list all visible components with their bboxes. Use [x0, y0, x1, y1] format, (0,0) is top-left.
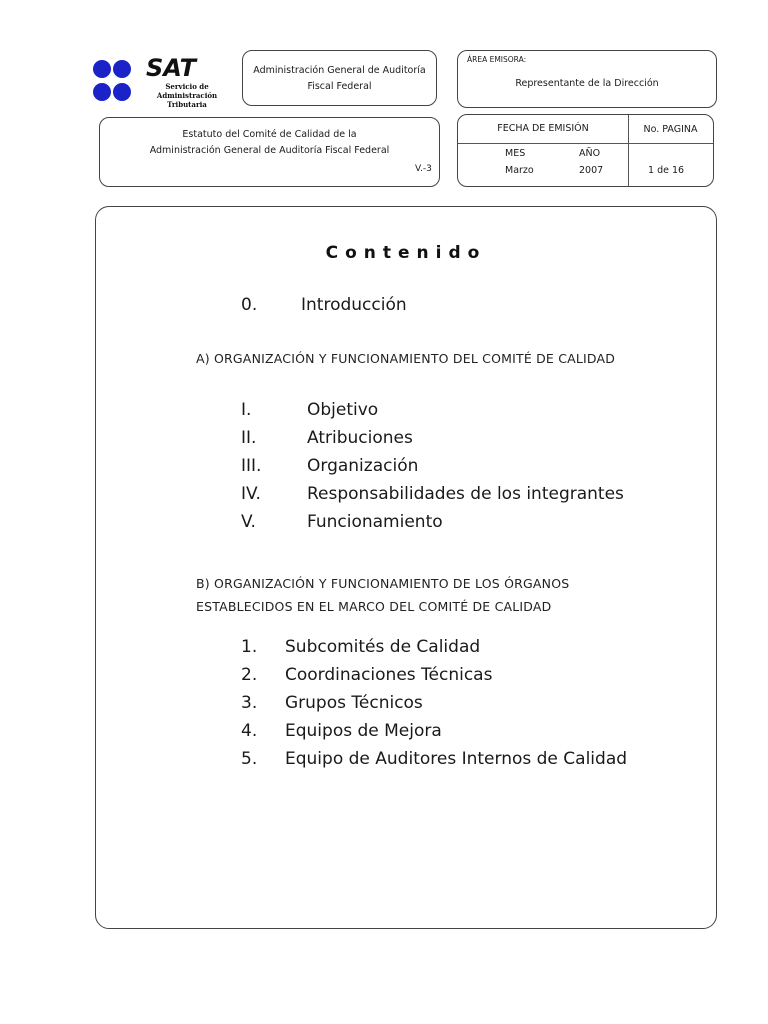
section-b-line2: ESTABLECIDOS EN EL MARCO DEL COMITÉ DE CALIDAD: [196, 599, 552, 614]
item-number: III.: [241, 456, 262, 476]
version-label: V.-3: [415, 164, 432, 174]
item-text: Coordinaciones Técnicas: [285, 665, 493, 685]
pagina-value: 1 de 16: [648, 165, 685, 176]
logo-dot: [93, 83, 111, 101]
logo-subtitle-line2: Administración Tributaria: [156, 91, 218, 109]
doc-title-box: [99, 117, 440, 187]
logo-dot: [113, 83, 131, 101]
item-number: 5.: [241, 749, 258, 769]
emission-box: [457, 114, 714, 187]
item-text: Organización: [307, 456, 419, 476]
doc-title: [100, 127, 439, 159]
unit-box: [242, 50, 437, 106]
content-box: [95, 206, 717, 929]
item-number: V.: [241, 512, 256, 532]
mes-value: Marzo: [505, 165, 534, 176]
section-b-heading: [196, 572, 569, 618]
doc-title-line1: Estatuto del Comité de Calidad de la: [182, 129, 357, 140]
item-number: 2.: [241, 665, 258, 685]
item-text: Subcomités de Calidad: [285, 637, 481, 657]
unit-line1: Administración General de Auditoría: [253, 65, 426, 76]
item-number: 1.: [241, 637, 258, 657]
item-number: 4.: [241, 721, 258, 741]
item-text: Equipo de Auditores Internos de Calidad: [285, 749, 628, 769]
logo-brand: SAT: [146, 54, 196, 82]
area-value: Representante de la Dirección: [515, 78, 659, 89]
section-a-heading: A) ORGANIZACIÓN Y FUNCIONAMIENTO DEL COMITÉ DE CALIDAD: [196, 351, 616, 366]
cell-divider: [458, 143, 713, 144]
logo-subtitle: [137, 82, 237, 109]
item-text: Responsabilidades de los integrantes: [307, 484, 624, 504]
content-title: Contenido: [325, 243, 487, 263]
item-number: I.: [241, 400, 252, 420]
logo-subtitle-line1: Servicio de: [165, 82, 209, 91]
logo-dot: [113, 60, 131, 78]
mes-label: MES: [505, 148, 526, 159]
doc-title-line2: Administración General de Auditoría Fiscal Federal: [149, 145, 390, 156]
unit-line2: Fiscal Federal: [307, 81, 372, 92]
item-text: Objetivo: [307, 400, 379, 420]
section-b-line1: B) ORGANIZACIÓN Y FUNCIONAMIENTO DE LOS ÓRGANOS: [196, 576, 570, 591]
area-label: ÁREA EMISORA:: [467, 55, 527, 64]
pagina-label: No. PAGINA: [643, 124, 698, 135]
intro-number: 0.: [241, 295, 258, 315]
area-box: [457, 50, 717, 108]
unit-name: [243, 63, 436, 95]
item-text: Grupos Técnicos: [285, 693, 423, 713]
anio-label: AÑO: [579, 148, 601, 159]
item-number: IV.: [241, 484, 261, 504]
anio-value: 2007: [579, 165, 604, 176]
logo-dot: [93, 60, 111, 78]
item-number: 3.: [241, 693, 258, 713]
item-text: Atribuciones: [307, 428, 413, 448]
sat-logo: [93, 54, 233, 109]
fecha-label: FECHA DE EMISIÓN: [497, 123, 589, 134]
item-number: II.: [241, 428, 257, 448]
item-text: Funcionamiento: [307, 512, 443, 532]
intro-text: Introducción: [301, 295, 407, 315]
item-text: Equipos de Mejora: [285, 721, 442, 741]
